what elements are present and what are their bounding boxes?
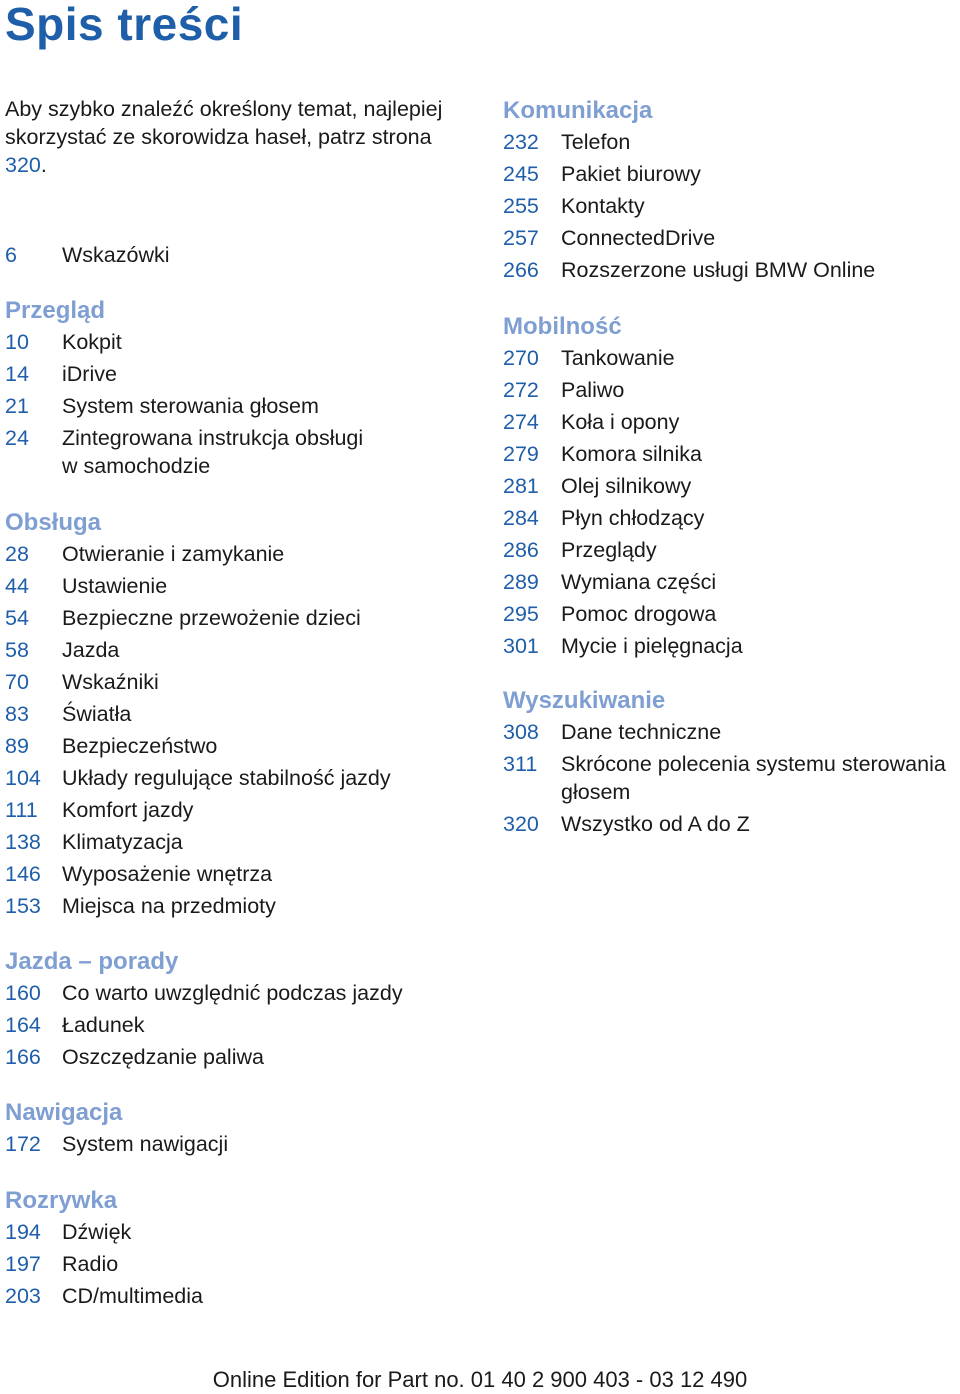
toc-page-number: 286 bbox=[503, 538, 539, 562]
toc-page-number: 281 bbox=[503, 474, 539, 498]
toc-entry[interactable] bbox=[5, 796, 495, 824]
toc-entry-label: Wymiana części bbox=[561, 570, 717, 594]
intro-end: . bbox=[40, 153, 47, 177]
toc-entry-label: Mycie i pielęgnacja bbox=[561, 634, 743, 658]
toc-page-number: 232 bbox=[503, 130, 539, 154]
toc-page-number: 28 bbox=[5, 542, 29, 566]
toc-entry[interactable] bbox=[5, 700, 495, 728]
toc-entry-label: Kokpit bbox=[62, 330, 122, 354]
toc-entry-label: Otwieranie i zamykanie bbox=[62, 542, 285, 566]
toc-page-number: 153 bbox=[5, 894, 41, 918]
page-title: Spis treści bbox=[5, 0, 244, 50]
toc-entry[interactable] bbox=[5, 241, 495, 269]
toc-entry[interactable] bbox=[5, 860, 495, 888]
section-obsluga bbox=[5, 508, 495, 924]
toc-entry[interactable] bbox=[503, 810, 960, 838]
toc-page-number: 146 bbox=[5, 862, 41, 886]
toc-entry[interactable] bbox=[503, 408, 960, 436]
toc-entry-label: Ładunek bbox=[62, 1013, 145, 1037]
toc-page-number: 194 bbox=[5, 1220, 41, 1244]
toc-entry-label: Co warto uwzględnić podczas jazdy bbox=[62, 981, 403, 1005]
toc-entry[interactable] bbox=[503, 376, 960, 404]
toc-page-number: 10 bbox=[5, 330, 29, 354]
toc-entry-label: Telefon bbox=[561, 130, 631, 154]
toc-page-number: 138 bbox=[5, 830, 41, 854]
toc-page-number: 160 bbox=[5, 981, 41, 1005]
intro-body: Aby szybko znaleźć określony temat, najlepiej skorzystać ze skorowidza haseł, patrz strona bbox=[5, 97, 443, 149]
toc-entry[interactable] bbox=[5, 604, 495, 632]
toc-page-number: 58 bbox=[5, 638, 29, 662]
toc-page-number: 197 bbox=[5, 1252, 41, 1276]
toc-entry[interactable] bbox=[503, 128, 960, 156]
toc-entry-label: System nawigacji bbox=[62, 1132, 229, 1156]
toc-entry[interactable] bbox=[5, 828, 495, 856]
section-wyszukiwanie bbox=[503, 686, 960, 842]
toc-entry[interactable] bbox=[5, 892, 495, 920]
toc-entry[interactable] bbox=[503, 440, 960, 468]
toc-entry[interactable] bbox=[503, 504, 960, 532]
section-heading: Obsługa bbox=[5, 509, 102, 536]
toc-page-number: 83 bbox=[5, 702, 29, 726]
toc-entry-label: Rozszerzone usługi BMW Online bbox=[561, 258, 876, 282]
toc-entry[interactable] bbox=[503, 568, 960, 596]
toc-entry-label: Płyn chłodzący bbox=[561, 506, 705, 530]
toc-entry-label: Kontakty bbox=[561, 194, 645, 218]
toc-entry-label: Dane techniczne bbox=[561, 720, 722, 744]
toc-page-number: 14 bbox=[5, 362, 29, 386]
toc-entry-label: Tankowanie bbox=[561, 346, 675, 370]
toc-entry-label: Zintegrowana instrukcja obsługi w samochodzie bbox=[62, 426, 364, 478]
toc-page-number: 172 bbox=[5, 1132, 41, 1156]
toc-entry-label: Układy regulujące stabilność jazdy bbox=[62, 766, 391, 790]
toc-page-number: 274 bbox=[503, 410, 539, 434]
toc-entry-label: iDrive bbox=[62, 362, 117, 386]
toc-entry-label: CD/multimedia bbox=[62, 1284, 203, 1308]
toc-entry[interactable] bbox=[5, 1043, 495, 1071]
toc-page-number: 44 bbox=[5, 574, 29, 598]
toc-entry-label: Jazda bbox=[62, 638, 120, 662]
toc-page-number: 272 bbox=[503, 378, 539, 402]
toc-entry-label: Wskaźniki bbox=[62, 670, 159, 694]
toc-entry[interactable] bbox=[5, 540, 495, 568]
toc-entry-label: Radio bbox=[62, 1252, 119, 1276]
section-heading: Mobilność bbox=[503, 313, 622, 340]
toc-page-number: 6 bbox=[5, 243, 17, 267]
section-przeglad bbox=[5, 296, 495, 484]
toc-entry[interactable] bbox=[5, 732, 495, 760]
toc-page-number: 279 bbox=[503, 442, 539, 466]
toc-entry[interactable] bbox=[5, 1130, 495, 1158]
toc-entry[interactable] bbox=[503, 750, 960, 806]
toc-entry[interactable] bbox=[5, 392, 495, 420]
toc-entry[interactable] bbox=[5, 328, 495, 356]
toc-entry-label: Oszczędzanie paliwa bbox=[62, 1045, 264, 1069]
toc-entry-label: Koła i opony bbox=[561, 410, 680, 434]
toc-entry[interactable] bbox=[503, 718, 960, 746]
toc-entry[interactable] bbox=[503, 600, 960, 628]
section-mobilnosc bbox=[503, 312, 960, 664]
toc-entry[interactable] bbox=[503, 472, 960, 500]
toc-entry-label: Skrócone polecenia systemu sterowania głosem bbox=[561, 752, 946, 804]
toc-entry-label: Olej silnikowy bbox=[561, 474, 692, 498]
section-nawigacja bbox=[5, 1098, 495, 1162]
toc-entry[interactable] bbox=[5, 764, 495, 792]
toc-entry-label: Klimatyzacja bbox=[62, 830, 183, 854]
toc-entry-label: Pomoc drogowa bbox=[561, 602, 717, 626]
toc-entry-label: Światła bbox=[62, 702, 132, 726]
toc-entry-label: Przeglądy bbox=[561, 538, 657, 562]
toc-page-number: 284 bbox=[503, 506, 539, 530]
toc-page-number: 89 bbox=[5, 734, 29, 758]
toc-entry[interactable] bbox=[5, 636, 495, 664]
toc-entry[interactable] bbox=[5, 572, 495, 600]
section-rozrywka bbox=[5, 1186, 495, 1314]
toc-page-number: 70 bbox=[5, 670, 29, 694]
toc-entry[interactable] bbox=[5, 360, 495, 388]
section-heading: Wyszukiwanie bbox=[503, 687, 666, 714]
toc-entry[interactable] bbox=[5, 1282, 495, 1310]
toc-entry[interactable] bbox=[503, 256, 960, 284]
toc-entry-label: Komfort jazdy bbox=[62, 798, 194, 822]
toc-entry-label: Dźwięk bbox=[62, 1220, 132, 1244]
toc-page-number: 257 bbox=[503, 226, 539, 250]
toc-page-number: 320 bbox=[503, 812, 539, 836]
section-heading: Nawigacja bbox=[5, 1099, 123, 1126]
toc-entry[interactable] bbox=[5, 668, 495, 696]
toc-page-number: 311 bbox=[503, 752, 538, 776]
toc-entry[interactable] bbox=[5, 1011, 495, 1039]
intro-page-link[interactable]: 320 bbox=[5, 153, 41, 177]
toc-page-number: 104 bbox=[5, 766, 41, 790]
toc-entry[interactable] bbox=[503, 160, 960, 188]
section-jazda-porady bbox=[5, 947, 495, 1075]
toc-page-number: 308 bbox=[503, 720, 539, 744]
toc-entry[interactable] bbox=[5, 1250, 495, 1278]
toc-page-number: 289 bbox=[503, 570, 539, 594]
section-heading: Rozrywka bbox=[5, 1187, 118, 1214]
toc-entry-label: ConnectedDrive bbox=[561, 226, 716, 250]
toc-entry-label: Paliwo bbox=[561, 378, 625, 402]
section-heading: Jazda – porady bbox=[5, 948, 179, 975]
toc-page-number: 203 bbox=[5, 1284, 41, 1308]
toc-page-number: 54 bbox=[5, 606, 29, 630]
section-komunikacja bbox=[503, 96, 960, 288]
section-heading: Przegląd bbox=[5, 297, 106, 324]
toc-entry[interactable] bbox=[5, 424, 495, 480]
toc-page-number: 270 bbox=[503, 346, 539, 370]
section-intro-tips bbox=[5, 241, 495, 273]
toc-page-number: 295 bbox=[503, 602, 539, 626]
toc-entry-label: Wskazówki bbox=[62, 243, 170, 267]
toc-entry[interactable] bbox=[503, 632, 960, 660]
toc-entry-label: Miejsca na przedmioty bbox=[62, 894, 276, 918]
toc-page-number: 255 bbox=[503, 194, 539, 218]
toc-page-number: 266 bbox=[503, 258, 539, 282]
section-heading: Komunikacja bbox=[503, 97, 653, 124]
toc-entry-label: Ustawienie bbox=[62, 574, 168, 598]
toc-entry[interactable] bbox=[5, 979, 495, 1007]
toc-page-number: 111 bbox=[5, 798, 38, 822]
toc-entry-label: System sterowania głosem bbox=[62, 394, 319, 418]
toc-entry-label: Wszystko od A do Z bbox=[561, 812, 750, 836]
toc-entry-label: Bezpieczeństwo bbox=[62, 734, 218, 758]
toc-page-number: 24 bbox=[5, 426, 29, 450]
toc-page-number: 21 bbox=[5, 394, 29, 418]
toc-page-number: 301 bbox=[503, 634, 539, 658]
toc-entry[interactable] bbox=[503, 224, 960, 252]
toc-page-number: 245 bbox=[503, 162, 539, 186]
intro-text bbox=[5, 95, 475, 179]
toc-entry-label: Komora silnika bbox=[561, 442, 702, 466]
toc-page-number: 166 bbox=[5, 1045, 41, 1069]
toc-entry[interactable] bbox=[503, 192, 960, 220]
edition-footer: Online Edition for Part no. 01 40 2 900 403 - 03 12 490 bbox=[212, 1367, 748, 1392]
toc-entry[interactable] bbox=[503, 536, 960, 564]
toc-page-number: 164 bbox=[5, 1013, 41, 1037]
toc-entry[interactable] bbox=[5, 1218, 495, 1246]
toc-entry-label: Bezpieczne przewożenie dzieci bbox=[62, 606, 361, 630]
toc-entry-label: Pakiet biurowy bbox=[561, 162, 701, 186]
toc-entry[interactable] bbox=[503, 344, 960, 372]
toc-entry-label: Wyposażenie wnętrza bbox=[62, 862, 273, 886]
